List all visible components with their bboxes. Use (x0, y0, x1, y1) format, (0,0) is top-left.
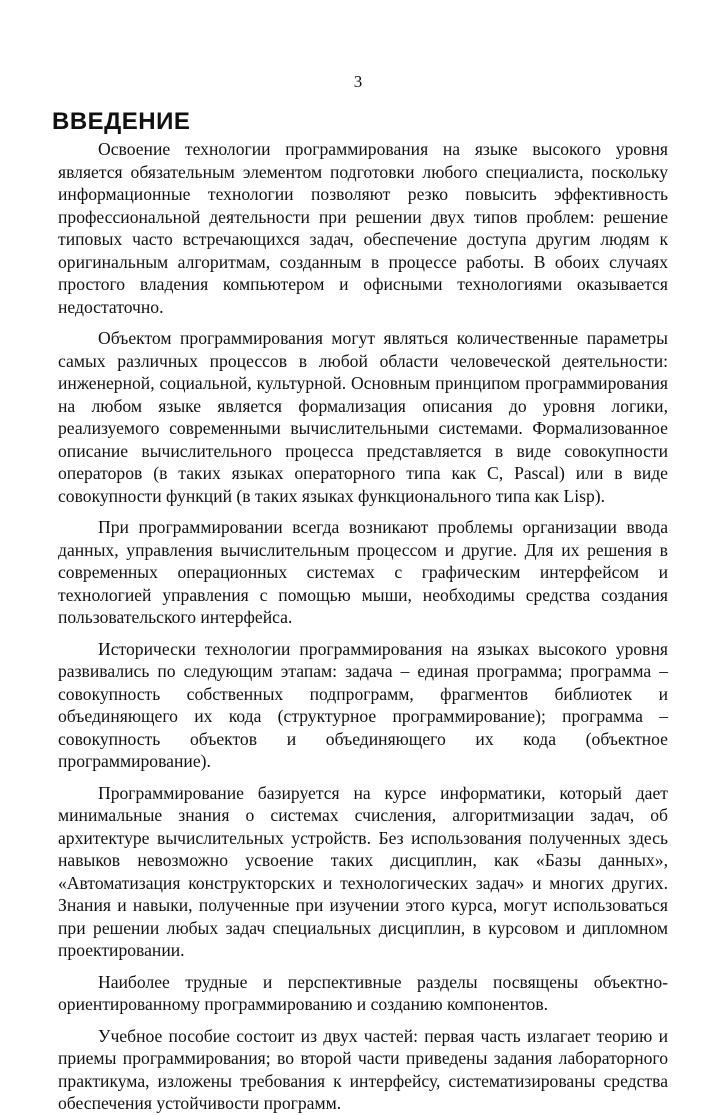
paragraph-4: Исторически технологии программирования на языках высокого уровня развивались по следующим этапам: задача – единая программа; программа – совокупность собственных подпрограмм, фрагментов библиотек и объединяющего их кода (структурное программирование); программа – совокупность объектов и объединяющего их кода (объектное программирование). (58, 638, 668, 771)
page-number: 3 (353, 72, 363, 91)
body-text (58, 138, 668, 1115)
paragraph-7: Учебное пособие состоит из двух частей: первая часть излагает теорию и приемы программирования; во второй части приведены задания лабораторного практикума, изложены требования к интерфейсу, систематизированы средства обеспечения устойчивости программ. (58, 1025, 668, 1113)
paragraph-6: Наиболее трудные и перспективные разделы посвящены объектно-ориентированному программированию и созданию компонентов. (58, 971, 668, 1014)
paragraph-5: Программирование базируется на курсе информатики, который дает минимальные знания о системах счисления, алгоритмизации задач, об архитектуре вычислительных устройств. Без использования полученных здесь навыков невозможно усвоение таких дисциплин, как «Базы данных», «Автоматизация конструкторских и технологических задач» и многих других. Знания и навыки, полученные при изучении этого курса, могут использоваться при решении любых задач специальных дисциплин, в курсовом и дипломном проектировании. (58, 782, 668, 960)
section-heading: ВВЕДЕНИЕ (52, 108, 191, 135)
paragraph-2: Объектом программирования могут являться количественные параметры самых различных процессов в любой области человеческой деятельности: инженерной, социальной, культурной. Основным принципом программирования на любом языке является формализация описания до уровня логики, реализуемого современными вычислительными системами. Формализованное описание вычислительного процесса представляется в виде совокупности операторов (в таких языках операторного типа как C, Pascal) или в виде совокупности функций (в таких языках функционального типа как Lisp). (58, 328, 668, 506)
paragraph-1: Освоение технологии программирования на языке высокого уровня является обязательным элементом подготовки любого специалиста, поскольку информационные технологии позволяют резко повысить эффективность профессиональной деятельности при решении двух типов проблем: решение типовых часто встречающихся задач, обеспечение доступа другим людям к оригинальным алгоритмам, созданным в процессе работы. В обоих случаях простого владения компьютером и офисными технологиями оказывается недостаточно. (58, 139, 668, 317)
paragraph-3: При программировании всегда возникают проблемы организации ввода данных, управления вычислительным процессом и другие. Для их решения в современных операционных системах с графическим интерфейсом и технологией управления с помощью мыши, необходимы средства создания пользовательского интерфейса. (58, 517, 668, 627)
